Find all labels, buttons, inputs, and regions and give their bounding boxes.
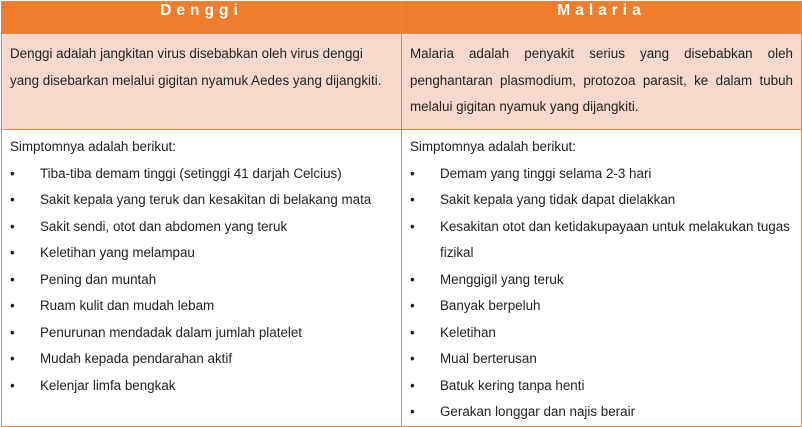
symptoms-denggi-cell [2, 130, 402, 427]
symptom-text: Mual berterusan [440, 351, 537, 366]
bullet-icon: • [410, 404, 415, 419]
symptom-item [10, 293, 393, 320]
symptom-item [410, 373, 793, 400]
symptoms-row [2, 130, 802, 427]
bullet-icon: • [410, 324, 415, 340]
bullet-icon: • [410, 218, 415, 234]
bullet-icon: • [10, 351, 15, 366]
symptom-text: Pening dan muntah [40, 271, 157, 287]
bullet-icon: • [410, 271, 415, 287]
symptoms-denggi-list [10, 161, 393, 400]
bullet-icon: • [410, 298, 415, 313]
description-row [2, 34, 802, 130]
symptom-item [410, 399, 793, 426]
symptom-text: Menggigil yang teruk [440, 271, 564, 287]
symptom-text: Batuk kering tanpa henti [440, 377, 585, 393]
symptom-item [410, 161, 793, 188]
symptom-text: Kesakitan otot dan ketidakupayaan untuk melakukan tugas fizikal [440, 218, 790, 260]
symptom-text: Tiba-tiba demam tinggi (setinggi 41 darjah Celcius) [40, 165, 342, 181]
symptom-item [10, 161, 393, 188]
symptom-text: Sakit sendi, otot dan abdomen yang teruk [40, 218, 288, 234]
header-row [2, 2, 802, 34]
symptom-text: Sakit kepala yang tidak dapat dielakkan [440, 192, 676, 207]
description-malaria: Malaria adalah penyakit serius yang disebabkan oleh penghantaran plasmodium, protozoa parasit, ke dalam tubuh melalui gigitan nyamuk yang dijangkiti. [402, 34, 802, 130]
symptom-item [10, 320, 393, 347]
symptom-item [410, 214, 793, 267]
header-denggi: Denggi [2, 2, 402, 34]
symptoms-denggi-intro: Simptomnya adalah berikut: [10, 139, 176, 154]
bullet-icon: • [410, 351, 415, 366]
symptom-item [410, 293, 793, 320]
symptoms-malaria-cell [402, 130, 802, 427]
bullet-icon: • [10, 218, 15, 234]
bullet-icon: • [10, 298, 15, 313]
symptom-item [410, 346, 793, 373]
symptom-text: Demam yang tinggi selama 2-3 hari [440, 165, 652, 181]
symptom-item [10, 214, 393, 241]
bullet-icon: • [10, 377, 15, 393]
symptom-item [410, 267, 793, 294]
symptom-text: Gerakan longgar dan najis berair [440, 404, 636, 419]
bullet-icon: • [10, 192, 15, 207]
symptom-item [10, 346, 393, 373]
bullet-icon: • [410, 377, 415, 393]
symptom-text: Mudah kepada pendarahan aktif [40, 351, 233, 366]
symptom-text: Keletihan yang melampau [40, 245, 195, 260]
symptom-text: Penurunan mendadak dalam jumlah platelet [40, 324, 303, 340]
comparison-table [1, 1, 802, 427]
bullet-icon: • [10, 245, 15, 260]
symptom-text: Ruam kulit dan mudah lebam [40, 298, 215, 313]
symptom-item [410, 320, 793, 347]
header-malaria: Malaria [402, 2, 802, 34]
symptom-item [10, 267, 393, 294]
bullet-icon: • [10, 271, 15, 287]
bullet-icon: • [10, 165, 15, 181]
bullet-icon: • [10, 324, 15, 340]
symptom-text: Kelenjar limfa bengkak [40, 377, 176, 393]
symptom-item [10, 240, 393, 267]
bullet-icon: • [410, 165, 415, 181]
symptom-item [410, 187, 793, 214]
symptoms-malaria-list [410, 161, 793, 426]
symptoms-malaria-intro: Simptomnya adalah berikut: [410, 139, 576, 154]
description-denggi: Denggi adalah jangkitan virus disebabkan oleh virus denggi yang disebarkan melalui gigitan nyamuk Aedes yang dijangkiti. [2, 34, 402, 130]
symptom-item [10, 187, 393, 214]
symptom-item [10, 373, 393, 400]
symptom-text: Keletihan [440, 324, 496, 340]
symptom-text: Banyak berpeluh [440, 298, 541, 313]
symptom-text: Sakit kepala yang teruk dan kesakitan di belakang mata [40, 192, 372, 207]
bullet-icon: • [410, 192, 415, 207]
